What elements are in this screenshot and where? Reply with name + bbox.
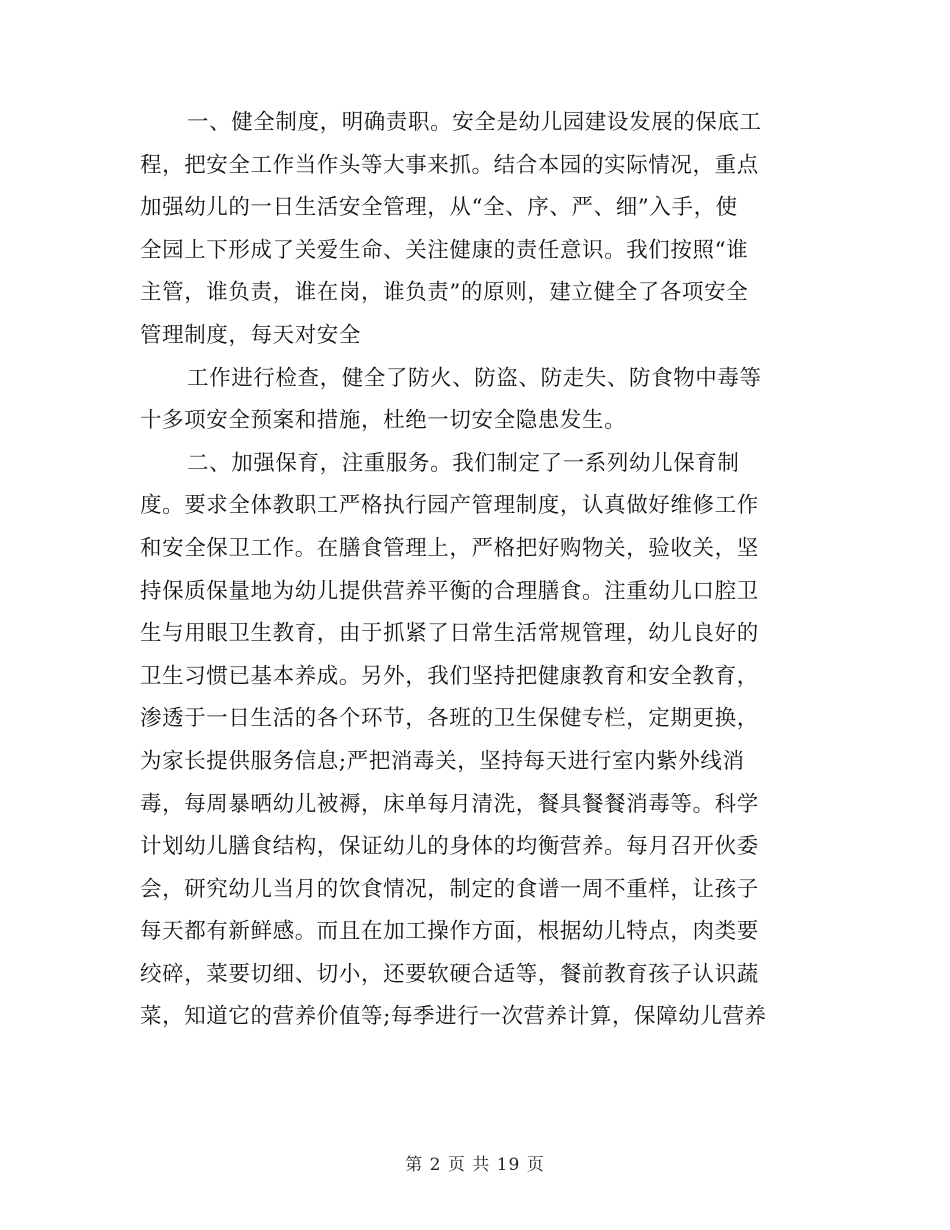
paragraph-line: 菜，知道它的营养价值等;每季进行一次营养计算，保障幼儿营养 bbox=[140, 1004, 767, 1030]
paragraph-line: 卫生习惯已基本养成。另外，我们坚持把健康教育和安全教育， bbox=[140, 663, 759, 689]
paragraph-line: 生与用眼卫生教育，由于抓紧了日常生活常规管理，幼儿良好的 bbox=[140, 621, 759, 647]
page-footer: 第 2 页 共 19 页 bbox=[405, 1155, 545, 1175]
paragraph-line: 和安全保卫工作。在膳食管理上，严格把好购物关，验收关，坚 bbox=[140, 535, 759, 561]
paragraph-line: 管理制度，每天对安全 bbox=[140, 322, 362, 348]
paragraph-line: 计划幼儿膳食结构，保证幼儿的身体的均衡营养。每月召开伙委 bbox=[140, 834, 759, 860]
paragraph-line: 二、加强保育，注重服务。我们制定了一系列幼儿保育制 bbox=[187, 450, 740, 476]
paragraph-line: 毒，每周暴晒幼儿被褥，床单每月清洗，餐具餐餐消毒等。科学 bbox=[140, 791, 759, 817]
paragraph-line: 加强幼儿的一日生活安全管理，从“全、序、严、细”入手，使 bbox=[140, 195, 738, 221]
paragraph-line: 十多项安全预案和措施，杜绝一切安全隐患发生。 bbox=[140, 408, 627, 434]
paragraph-line: 持保质保量地为幼儿提供营养平衡的合理膳食。注重幼儿口腔卫 bbox=[140, 578, 759, 604]
paragraph-line: 程，把安全工作当作头等大事来抓。结合本园的实际情况，重点 bbox=[140, 152, 759, 178]
body-text bbox=[140, 102, 800, 1039]
paragraph-line: 会，研究幼儿当月的饮食情况，制定的食谱一周不重样，让孩子 bbox=[140, 876, 759, 902]
paragraph-line: 一、健全制度，明确责职。安全是幼儿园建设发展的保底工 bbox=[187, 110, 762, 135]
paragraph-line: 工作进行检查，健全了防火、防盗、防走失、防食物中毒等 bbox=[187, 365, 762, 391]
paragraph-line: 度。要求全体教职工严格执行园产管理制度，认真做好维修工作 bbox=[140, 493, 759, 519]
paragraph-line: 主管，谁负责，谁在岗，谁负责”的原则，建立健全了各项安全 bbox=[140, 280, 749, 306]
paragraph-line: 绞碎，菜要切细、切小，还要软硬合适等，餐前教育孩子认识蔬 bbox=[140, 961, 759, 987]
paragraph-line: 每天都有新鲜感。而且在加工操作方面，根据幼儿特点，肉类要 bbox=[140, 919, 759, 945]
paragraph-line: 为家长提供服务信息;严把消毒关，坚持每天进行室内紫外线消 bbox=[140, 748, 745, 774]
paragraph-line: 全园上下形成了关爱生命、关注健康的责任意识。我们按照“谁 bbox=[140, 237, 749, 263]
paragraph-line: 渗透于一日生活的各个环节，各班的卫生保健专栏，定期更换， bbox=[140, 706, 759, 732]
